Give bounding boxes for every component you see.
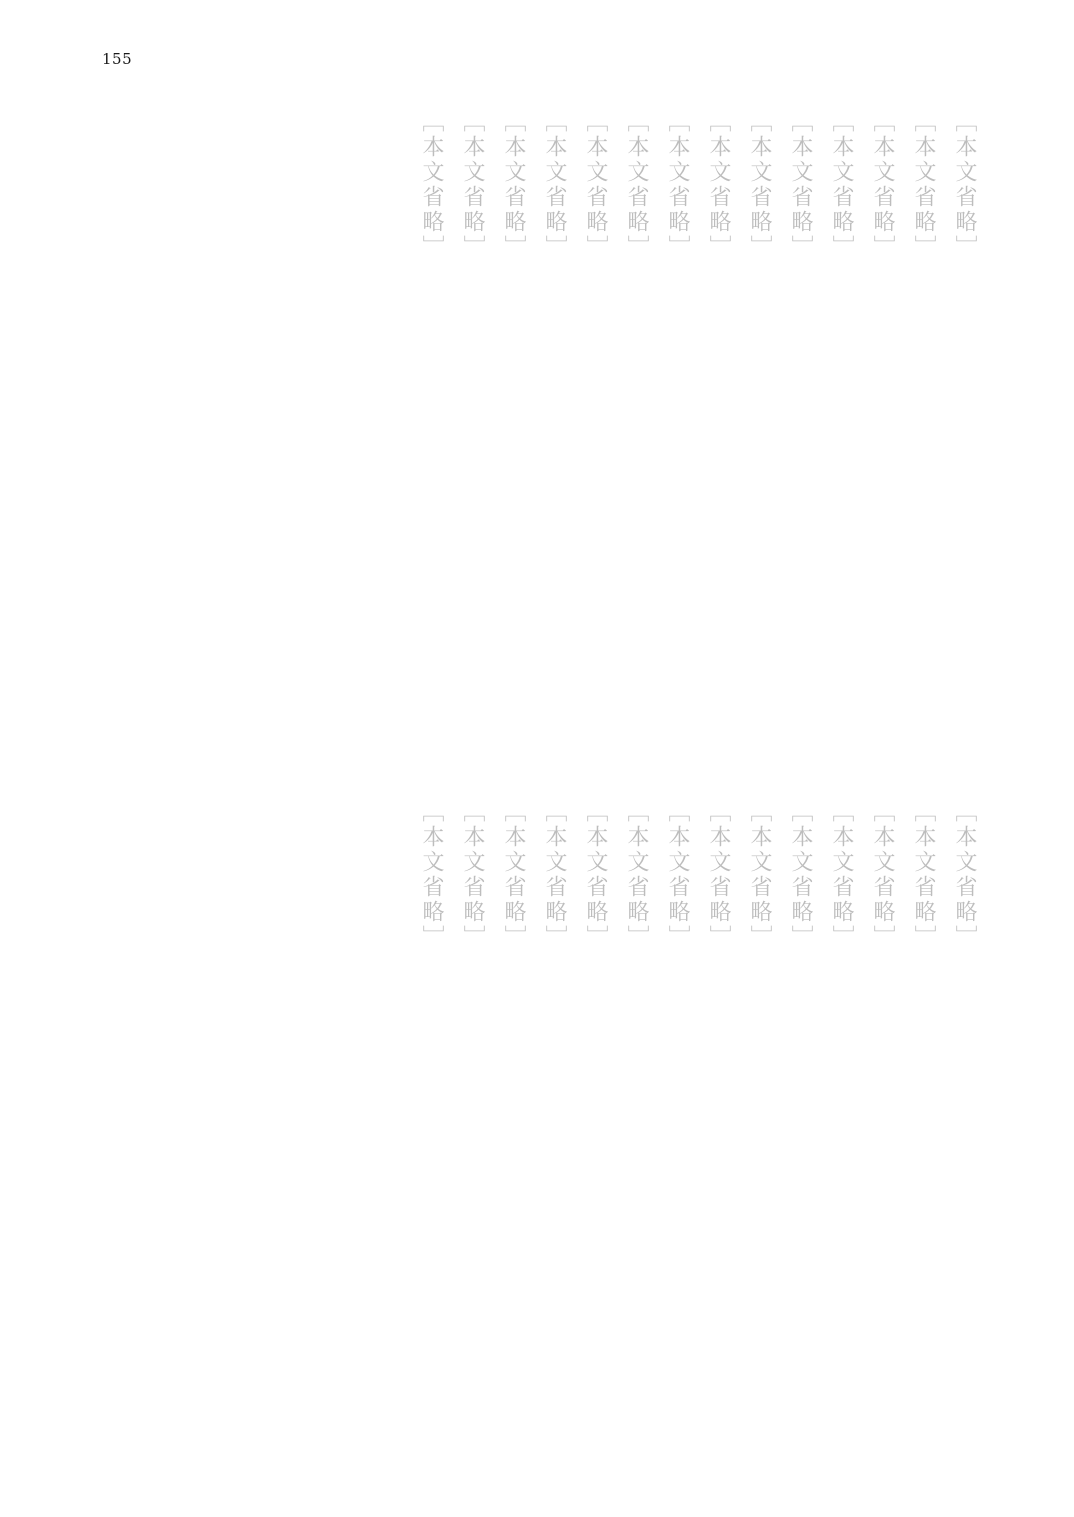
text-column-redacted: ［本文省略］ bbox=[911, 800, 936, 950]
text-column-redacted: ［本文省略］ bbox=[952, 110, 977, 260]
text-column-redacted: ［本文省略］ bbox=[501, 110, 526, 260]
text-block-top bbox=[120, 110, 979, 730]
text-column-redacted: ［本文省略］ bbox=[583, 800, 608, 950]
text-column-redacted: ［本文省略］ bbox=[870, 800, 895, 950]
text-column-redacted: ［本文省略］ bbox=[542, 110, 567, 260]
text-column-redacted: ［本文省略］ bbox=[419, 800, 444, 950]
text-block-bottom bbox=[120, 800, 979, 1420]
text-column-redacted: ［本文省略］ bbox=[583, 110, 608, 260]
text-column-redacted: ［本文省略］ bbox=[501, 800, 526, 950]
text-column-redacted: ［本文省略］ bbox=[870, 110, 895, 260]
text-column-redacted: ［本文省略］ bbox=[747, 110, 772, 260]
text-column-redacted: ［本文省略］ bbox=[829, 110, 854, 260]
text-column-redacted: ［本文省略］ bbox=[665, 800, 690, 950]
text-column-redacted: ［本文省略］ bbox=[788, 800, 813, 950]
text-column-redacted: ［本文省略］ bbox=[706, 110, 731, 260]
page-number: 155 bbox=[102, 50, 133, 68]
text-column-redacted: ［本文省略］ bbox=[460, 110, 485, 260]
running-header bbox=[102, 50, 142, 68]
text-column-redacted: ［本文省略］ bbox=[665, 110, 690, 260]
text-column-redacted: ［本文省略］ bbox=[624, 110, 649, 260]
text-column-redacted: ［本文省略］ bbox=[706, 800, 731, 950]
text-column-redacted: ［本文省略］ bbox=[952, 800, 977, 950]
text-column-redacted: ［本文省略］ bbox=[788, 110, 813, 260]
text-column-redacted: ［本文省略］ bbox=[542, 800, 567, 950]
text-column-redacted: ［本文省略］ bbox=[624, 800, 649, 950]
text-column-redacted: ［本文省略］ bbox=[911, 110, 936, 260]
text-column-redacted: ［本文省略］ bbox=[747, 800, 772, 950]
text-column-redacted: ［本文省略］ bbox=[419, 110, 444, 260]
text-column-redacted: ［本文省略］ bbox=[829, 800, 854, 950]
text-column-redacted: ［本文省略］ bbox=[460, 800, 485, 950]
